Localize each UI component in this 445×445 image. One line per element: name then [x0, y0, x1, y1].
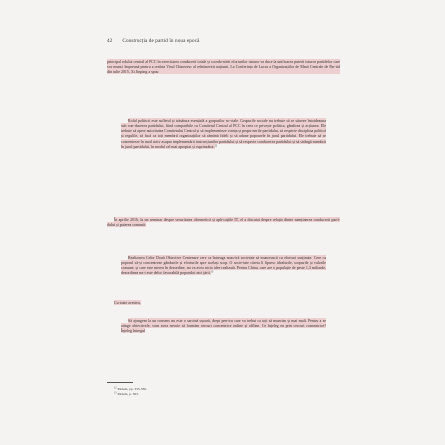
footnote-number: 12: [114, 386, 117, 390]
footnotes: [114, 387, 147, 397]
footnote-number: 13: [114, 391, 117, 395]
running-head-title: Construcția de partid în noua epocă: [122, 38, 200, 44]
running-head: [107, 38, 200, 44]
footnote-13: [114, 392, 147, 397]
footnote-text: Ibidem, pp. 335-336.: [117, 387, 147, 391]
paragraph-3: [107, 300, 340, 305]
block-quote-2-text: Realizarea Celor Două Obiective Centenare cere ca întreaga noas-tră societate să muncească cu eforturi susținute. Cere ca poporul să-și concentreze gândurile și eforturile spre același scop. O socie-tate căreia îi lipsesc idealurile, scopurile și valorile comune, și care este mereu în dezordine, nu va avea nicio idee realizată. Pentru China, care are o populație de peste 1,3 miliarde, dezordinea nu-i este deloc favorabilă poporului nici țării.: [121, 255, 326, 276]
paragraph-2: [107, 217, 340, 227]
footnote-divider: [107, 382, 133, 383]
block-quote-2: [121, 255, 326, 276]
paragraph-3-text: Cu toate acestea,: [114, 300, 141, 305]
footnote-text: Ibidem, p. 363.: [117, 392, 139, 396]
lead-paragraph-text: principal rolului central al PCC în exercitarea conducerii totale și coordo-nării eforturilor tuturor va duce la unificarea puterii tuturor partidelor care vor munci împreună pentru a realiza Visul Chinezesc al reîntineririi națiunii. La Conferința de Lucru a Organizațiilor de Masă Centrale de Par-tid din iulie 2015, Xi Jinping a spus:: [107, 59, 340, 75]
block-quote-1: [121, 118, 326, 149]
footnote-ref-12[interactable]: 12: [214, 144, 218, 148]
block-quote-3: [121, 318, 326, 333]
block-quote-3-text: Să ajungem la un consens nu este o sarcină ușoară, drept pen-tru care va trebui ca toți să muncim și mai mult. Pentru a se atinge obiectivele, vom avea nevoie să formăm cercuri concentrice online și offline. Ce înțeleg eu prin cercuri concentrice? Înțeleg întregul: [121, 318, 326, 334]
page-number: 42: [107, 38, 113, 44]
block-quote-1-text: Rolul politicii este sufletul și trăsătura esențială a grupurilor so-ciale. Grupurile sociale nu trebuie să se situeze întotdeauna sub con-ducerea partidului, fiind compatibile cu Comitetul Central al PCC în ceea ce privește politica, gândirea și acțiunea. Ele trebuie să apere autoritatea Comitetului Central și să implementeze voința și propu-nerile partidului, să respecte disciplina politică și regulile, să facă ca toți membrii organizațiilor să rămână fideli și să adune popoarele în jurul partidului. Ele trebuie să se concentreze în mod activ asupra implementării instrucțiunilor partidului și să respecte conducerea partidului și să strângă membrii în jurul partidului, în modul cel mai apropiat și cuprinzător.: [121, 118, 327, 149]
lead-paragraph: [107, 59, 340, 74]
paragraph-2-text: În aprilie 2016, la un seminar despre securitatea cibernetică și apli-cațiile IT, el a discutat despre relația dintre menținerea conducerii parti-dului și puterea comună:: [107, 217, 340, 228]
footnote-ref-13[interactable]: 13: [210, 270, 214, 274]
